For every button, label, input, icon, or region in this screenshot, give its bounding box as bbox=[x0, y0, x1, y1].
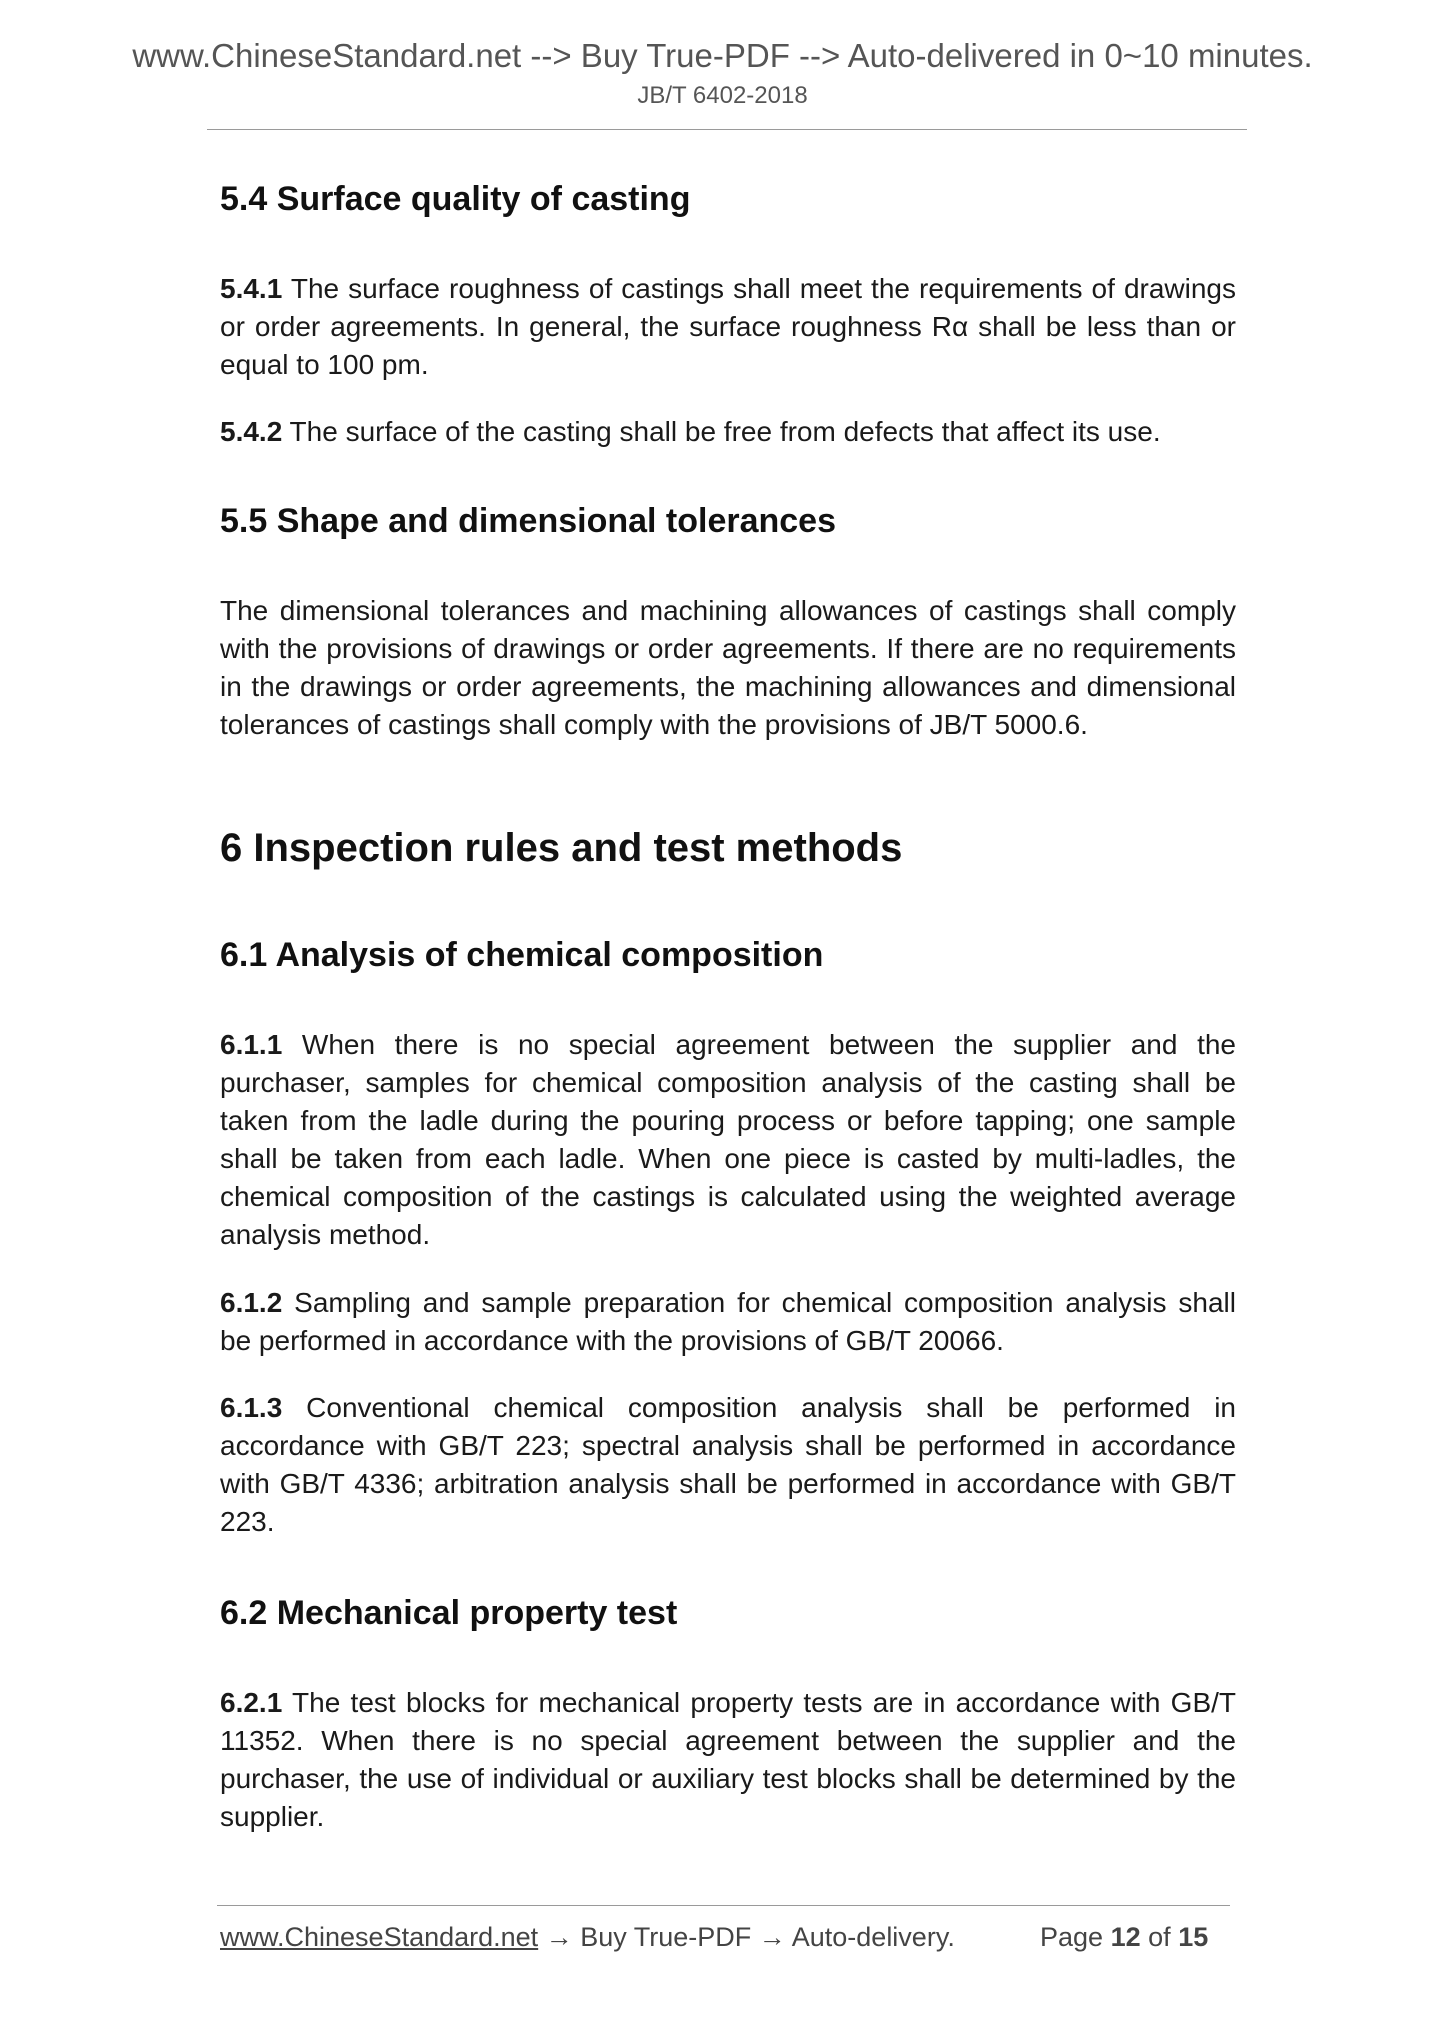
standard-code: JB/T 6402-2018 bbox=[637, 82, 808, 109]
section-5-4-heading: 5.4 Surface quality of casting bbox=[220, 180, 691, 218]
paragraph-6-1-3 bbox=[220, 1389, 1236, 1541]
paragraph-5-4-2 bbox=[220, 413, 1236, 451]
clause-text: When there is no special agreement between the supplier and the purchaser, samples for chemical composition analysis of the casting shall be taken from the ladle during the pouring process or before tapping; one sample shall be taken from each ladle. When one piece is casted by multi-ladles, the chemical composition of the castings is calculated using the weighted average analysis method. bbox=[220, 1029, 1236, 1250]
clause-text: Conventional chemical composition analysis shall be performed in accordance with GB/T 223; spectral analysis shall be performed in accordance with GB/T 4336; arbitration analysis shall be performed in accordance with GB/T 223. bbox=[220, 1392, 1236, 1537]
clause-text: The dimensional tolerances and machining allowances of castings shall comply with the provisions of drawings or order agreements. If there are no requirements in the drawings or order agreements, the machining allowances and dimensional tolerances of castings shall comply with the provisions of JB/T 5000.6. bbox=[220, 595, 1236, 740]
clause-text: The surface of the casting shall be free from defects that affect its use. bbox=[282, 416, 1161, 447]
section-6-heading: 6 Inspection rules and test methods bbox=[220, 826, 903, 870]
clause-text: The test blocks for mechanical property tests are in accordance with GB/T 11352. When there is no special agreement between the supplier and the purchaser, the use of individual or auxiliary test blocks shall be determined by the supplier. bbox=[220, 1687, 1236, 1832]
clause-number: 6.1.2 bbox=[220, 1287, 283, 1318]
paragraph-6-1-2 bbox=[220, 1284, 1236, 1360]
clause-text: Sampling and sample preparation for chemical composition analysis shall be performed in accordance with the provisions of GB/T 20066. bbox=[220, 1287, 1236, 1356]
section-6-2-heading: 6.2 Mechanical property test bbox=[220, 1594, 678, 1632]
footer-divider bbox=[217, 1905, 1230, 1906]
clause-number: 5.4.1 bbox=[220, 273, 283, 304]
paragraph-5-5 bbox=[220, 592, 1236, 744]
clause-number: 5.4.2 bbox=[220, 416, 283, 447]
of-label: of bbox=[1148, 1922, 1171, 1952]
paragraph-5-4-1 bbox=[220, 270, 1236, 384]
paragraph-6-2-1 bbox=[220, 1684, 1236, 1836]
clause-number: 6.1.3 bbox=[220, 1392, 283, 1423]
page-current: 12 bbox=[1110, 1922, 1141, 1952]
footer-site-link[interactable]: www.ChineseStandard.net bbox=[220, 1922, 539, 1952]
clause-number: 6.2.1 bbox=[220, 1687, 283, 1718]
site-banner: www.ChineseStandard.net --> Buy True-PDF --> Auto-delivered in 0~10 minutes. bbox=[132, 37, 1313, 74]
page-indicator bbox=[1040, 1922, 1208, 1953]
section-6-1-heading: 6.1 Analysis of chemical composition bbox=[220, 936, 824, 974]
page-label: Page bbox=[1040, 1922, 1104, 1952]
clause-number: 6.1.1 bbox=[220, 1029, 283, 1060]
header-divider bbox=[207, 129, 1247, 130]
section-5-5-heading: 5.5 Shape and dimensional tolerances bbox=[220, 502, 836, 540]
footer-tagline: → Buy True-PDF → Auto-delivery. bbox=[538, 1922, 955, 1952]
page-total: 15 bbox=[1178, 1922, 1209, 1952]
clause-text: The surface roughness of castings shall meet the requirements of drawings or order agreements. In general, the surface roughness Rα shall be less than or equal to 100 pm. bbox=[220, 273, 1236, 380]
paragraph-6-1-1 bbox=[220, 1026, 1236, 1254]
footer-left bbox=[220, 1922, 955, 1953]
